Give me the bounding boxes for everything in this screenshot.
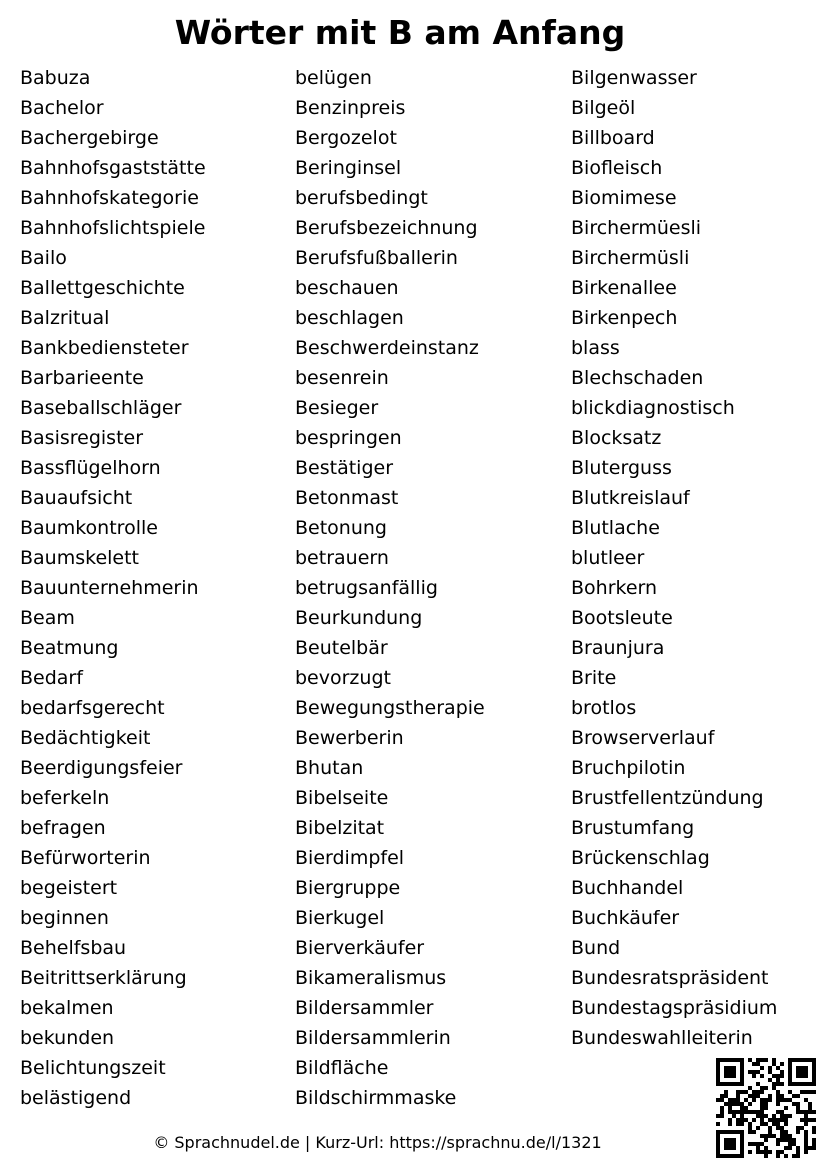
word-item: Benzinpreis	[295, 97, 406, 119]
word-item: Beringinsel	[295, 157, 402, 179]
word-item: Bildersammlerin	[295, 1027, 451, 1049]
word-item: Beurkundung	[295, 607, 423, 629]
word-item: besenrein	[295, 367, 389, 389]
word-item: Bankbediensteter	[20, 337, 189, 359]
word-item: Bewerberin	[295, 727, 404, 749]
word-item: Bauunternehmerin	[20, 577, 199, 599]
word-item: beginnen	[20, 907, 109, 929]
word-item: befragen	[20, 817, 106, 839]
word-item: blass	[571, 337, 620, 359]
word-item: beschauen	[295, 277, 399, 299]
word-item: Bildfläche	[295, 1057, 389, 1079]
word-item: Babuza	[20, 67, 91, 89]
word-item: Bedarf	[20, 667, 83, 689]
word-item: Birchermüsli	[571, 247, 690, 269]
word-item: begeistert	[20, 877, 118, 899]
word-item: Beschwerdeinstanz	[295, 337, 479, 359]
word-item: Bedächtigkeit	[20, 727, 151, 749]
word-item: beschlagen	[295, 307, 404, 329]
word-item: Brite	[571, 667, 617, 689]
word-item: bekalmen	[20, 997, 114, 1019]
word-item: Berufsfußballerin	[295, 247, 458, 269]
word-item: Biofleisch	[571, 157, 663, 179]
word-item: Braunjura	[571, 637, 665, 659]
word-item: belügen	[295, 67, 372, 89]
word-item: Bergozelot	[295, 127, 397, 149]
word-item: Bluterguss	[571, 457, 672, 479]
word-item: Bilgenwasser	[571, 67, 697, 89]
word-item: Bildschirmmaske	[295, 1087, 457, 1109]
word-item: Besieger	[295, 397, 379, 419]
word-item: Bierdimpfel	[295, 847, 405, 869]
word-item: Bahnhofslichtspiele	[20, 217, 206, 239]
word-item: Blutkreislauf	[571, 487, 690, 509]
word-item: Bewegungstherapie	[295, 697, 485, 719]
word-item: Bierverkäufer	[295, 937, 425, 959]
word-item: betrugsanfällig	[295, 577, 438, 599]
word-item: Bassflügelhorn	[20, 457, 161, 479]
word-item: Bahnhofskategorie	[20, 187, 199, 209]
word-item: Blutlache	[571, 517, 660, 539]
word-item: Bahnhofsgaststätte	[20, 157, 206, 179]
word-column-2	[295, 63, 485, 1113]
word-item: Bikameralismus	[295, 967, 447, 989]
word-item: Baseballschläger	[20, 397, 182, 419]
word-item: Biomimese	[571, 187, 677, 209]
word-item: Belichtungszeit	[20, 1057, 166, 1079]
word-item: Ballettgeschichte	[20, 277, 185, 299]
word-item: Billboard	[571, 127, 655, 149]
word-item: Barbarieente	[20, 367, 144, 389]
word-item: Brustumfang	[571, 817, 695, 839]
qr-code-icon	[716, 1058, 816, 1158]
word-item: Bestätiger	[295, 457, 394, 479]
word-item: Bibelseite	[295, 787, 389, 809]
word-item: bevorzugt	[295, 667, 391, 689]
word-item: betrauern	[295, 547, 389, 569]
word-item: Bundestagspräsidium	[571, 997, 778, 1019]
word-item: Baumskelett	[20, 547, 140, 569]
word-item: Biergruppe	[295, 877, 401, 899]
word-item: Bruchpilotin	[571, 757, 686, 779]
word-item: Bierkugel	[295, 907, 385, 929]
word-item: belästigend	[20, 1087, 132, 1109]
word-item: Browserverlauf	[571, 727, 715, 749]
word-item: Baumkontrolle	[20, 517, 158, 539]
word-item: Bachergebirge	[20, 127, 159, 149]
word-item: bedarfsgerecht	[20, 697, 165, 719]
word-item: beferkeln	[20, 787, 110, 809]
word-item: Blechschaden	[571, 367, 704, 389]
word-item: Bibelzitat	[295, 817, 385, 839]
word-item: Bhutan	[295, 757, 364, 779]
word-item: bekunden	[20, 1027, 115, 1049]
word-item: Berufsbezeichnung	[295, 217, 478, 239]
word-item: Beam	[20, 607, 75, 629]
word-item: blutleer	[571, 547, 645, 569]
word-item: Betonung	[295, 517, 387, 539]
word-item: Birkenallee	[571, 277, 677, 299]
word-item: Brückenschlag	[571, 847, 710, 869]
word-item: Basisregister	[20, 427, 144, 449]
word-item: Beutelbär	[295, 637, 388, 659]
word-item: bespringen	[295, 427, 402, 449]
word-column-1	[20, 63, 206, 1113]
word-item: Bohrkern	[571, 577, 658, 599]
word-item: Blocksatz	[571, 427, 662, 449]
word-item: berufsbedingt	[295, 187, 428, 209]
word-item: Bilgeöl	[571, 97, 636, 119]
word-item: Bailo	[20, 247, 67, 269]
word-item: Beatmung	[20, 637, 119, 659]
word-item: Bund	[571, 937, 621, 959]
word-item: Birkenpech	[571, 307, 678, 329]
word-item: blickdiagnostisch	[571, 397, 735, 419]
word-item: Brustfellentzündung	[571, 787, 764, 809]
word-item: Bildersammler	[295, 997, 434, 1019]
word-item: Bauaufsicht	[20, 487, 133, 509]
word-item: Buchkäufer	[571, 907, 680, 929]
word-item: Birchermüesli	[571, 217, 702, 239]
word-item: Beerdigungsfeier	[20, 757, 183, 779]
footer-credit: © Sprachnudel.de | Kurz-Url: https://sprachnu.de/l/1321	[153, 1133, 602, 1152]
word-item: brotlos	[571, 697, 637, 719]
word-item: Behelfsbau	[20, 937, 127, 959]
word-item: Bootsleute	[571, 607, 673, 629]
word-item: Beitrittserklärung	[20, 967, 187, 989]
word-item: Bachelor	[20, 97, 104, 119]
word-item: Buchhandel	[571, 877, 684, 899]
page-title: Wörter mit B am Anfang	[174, 13, 626, 52]
word-item: Bundeswahlleiterin	[571, 1027, 753, 1049]
word-item: Befürworterin	[20, 847, 151, 869]
word-item: Balzritual	[20, 307, 110, 329]
word-column-3	[571, 63, 777, 1053]
word-item: Bundesratspräsident	[571, 967, 769, 989]
word-item: Betonmast	[295, 487, 399, 509]
